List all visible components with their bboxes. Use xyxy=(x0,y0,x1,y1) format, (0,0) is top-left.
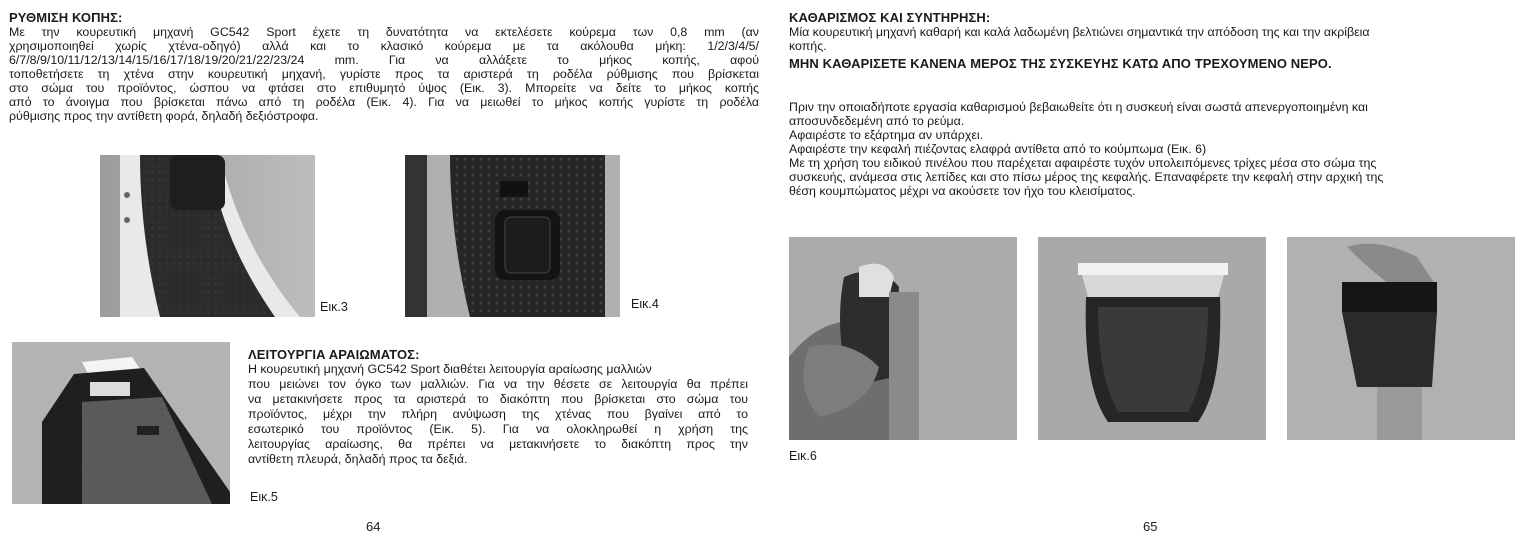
figure-4-caption: Εικ.4 xyxy=(631,297,659,311)
cleaning-warning: ΜΗΝ ΚΑΘΑΡΙΣΕΤΕ ΚΑΝΕΝΑ ΜΕΡΟΣ ΤΗΣ ΣΥΣΚΕΥΗΣ ΚΑΤΩ ΑΠΟ ΤΡΕΧΟΥΜΕΝΟ ΝΕΡΟ. xyxy=(789,56,1332,71)
cleaning-steps xyxy=(789,100,1524,198)
figure-6-caption: Εικ.6 xyxy=(789,449,817,463)
figure-3-dial-photo xyxy=(100,155,315,317)
figure-6c-comb-attachment-photo xyxy=(1287,237,1515,440)
thinning-heading: ΛΕΙΤΟΥΡΓΙΑ ΑΡΑΙΩΜΑΤΟΣ: xyxy=(248,347,420,362)
text-line: να μετακινήσετε προς τα αριστερά το διακόπτη που βρίσκεται στο σώμα του xyxy=(248,392,748,406)
text-line: από το άνοιγμα που βρίσκεται πάνω από τη ροδέλα (Εικ. 4). Για να μειωθεί το μήκος κοπής γυρίστε τη ροδέλα xyxy=(9,95,759,109)
figure-4-window-photo xyxy=(405,155,620,317)
text-line: συσκευής, ανάμεσα στις λεπίδες και στο πίσω μέρος της κεφαλής. Επαναφέρετε την κεφαλή στην αρχική της xyxy=(789,170,1384,184)
page-number-left: 64 xyxy=(366,519,381,534)
text-line: προϊόντος, μέχρι την πλήρη ανύψωση της χτένας που βγαίνει από το xyxy=(248,407,748,421)
cutting-paragraph xyxy=(9,25,759,123)
thinning-paragraph xyxy=(248,362,748,467)
figure-6b-blade-head-photo xyxy=(1038,237,1266,440)
text-line: ρύθμισης προς την αντίθετη φορά, δηλαδή δεξιόστροφα. xyxy=(9,109,319,123)
text-line: χρησιμοποιηθεί χωρίς χτένα-οδηγό) αλλά και το κλασικό κούρεμα με τα ακόλουθα μήκη: 1/2/3/4/5/ xyxy=(9,39,759,53)
text-line: εσωτερικό του προϊόντος (Εικ. 5). Για να ολοκληρωθεί η χρήση της xyxy=(248,422,748,436)
cutting-heading: ΡΥΘΜΙΣΗ ΚΟΠΗΣ: xyxy=(9,10,123,25)
text-line: Πριν την οποιαδήποτε εργασία καθαρισμού βεβαιωθείτε ότι η συσκευή είναι σωστά απενεργοποιημένη και xyxy=(789,100,1368,114)
text-line: αποσυνδεδεμένη από το ρεύμα. xyxy=(789,114,965,128)
text-line: Με τη χρήση του ειδικού πινέλου που παρέχεται αφαιρέστε τυχόν υπολειπόμενες τρίχες μέσα στο σώμα της xyxy=(789,156,1377,170)
cleaning-heading: ΚΑΘΑΡΙΣΜΟΣ ΚΑΙ ΣΥΝΤΗΡΗΣΗ: xyxy=(789,10,991,25)
text-line: θέση κουμπώματος μέχρι να ακούσετε τον ήχο του κλεισίματος. xyxy=(789,184,1136,198)
text-line: Αφαιρέστε το εξάρτημα αν υπάρχει. xyxy=(789,128,984,142)
text-line: τοποθετήσετε τη χτένα στην κουρευτική μηχανή, γυρίστε προς τα αριστερά τη ροδέλα ρύθμισης που βρίσκεται xyxy=(9,67,759,81)
text-line: Αφαιρέστε την κεφαλή πιέζοντας ελαφρά αντίθετα από το κούμπωμα (Εικ. 6) xyxy=(789,142,1207,156)
text-line: Η κουρευτική μηχανή GC542 Sport διαθέτει λειτουργία αραίωσης μαλλιών xyxy=(248,362,652,376)
figure-3-caption: Εικ.3 xyxy=(320,300,348,314)
text-line: αντίθετη πλευρά, δηλαδή προς τα δεξιά. xyxy=(248,452,468,466)
text-line: Μία κουρευτική μηχανή καθαρή και καλά λαδωμένη βελτιώνει σημαντικά την απόδοση της και την ακρίβεια xyxy=(789,25,1370,39)
text-line: λειτουργίας αραίωσης, θα πρέπει να μετακινήσετε το διακόπτη προς την xyxy=(248,437,748,451)
text-line: 6/7/8/9/10/11/12/13/14/15/16/17/18/19/20/21/22/23/24 mm. Για να αλλάξετε το μήκος κοπής, αφού xyxy=(9,53,759,67)
text-line: που μειώνει τον όγκο των μαλλιών. Για να την θέσετε σε λειτουργία θα πρέπει xyxy=(248,377,748,391)
figure-5-caption: Εικ.5 xyxy=(250,490,278,504)
text-line: κοπής. xyxy=(789,39,827,53)
figure-6a-hand-removing-head-photo xyxy=(789,237,1017,440)
text-line: στο σώμα του προϊόντος, ώσπου να φτάσει στο επιθυμητό ύψος (Εικ. 3). Μπορείτε να δείτε το μήκος κοπής xyxy=(9,81,759,95)
cleaning-paragraph xyxy=(789,25,1519,53)
text-line: Με την κουρευτική μηχανή GC542 Sport έχετε τη δυνατότητα να εκτελέσετε κούρεμα των 0,8 mm (αν xyxy=(9,25,759,39)
figure-5-thinning-photo xyxy=(12,342,230,504)
page-number-right: 65 xyxy=(1143,519,1158,534)
